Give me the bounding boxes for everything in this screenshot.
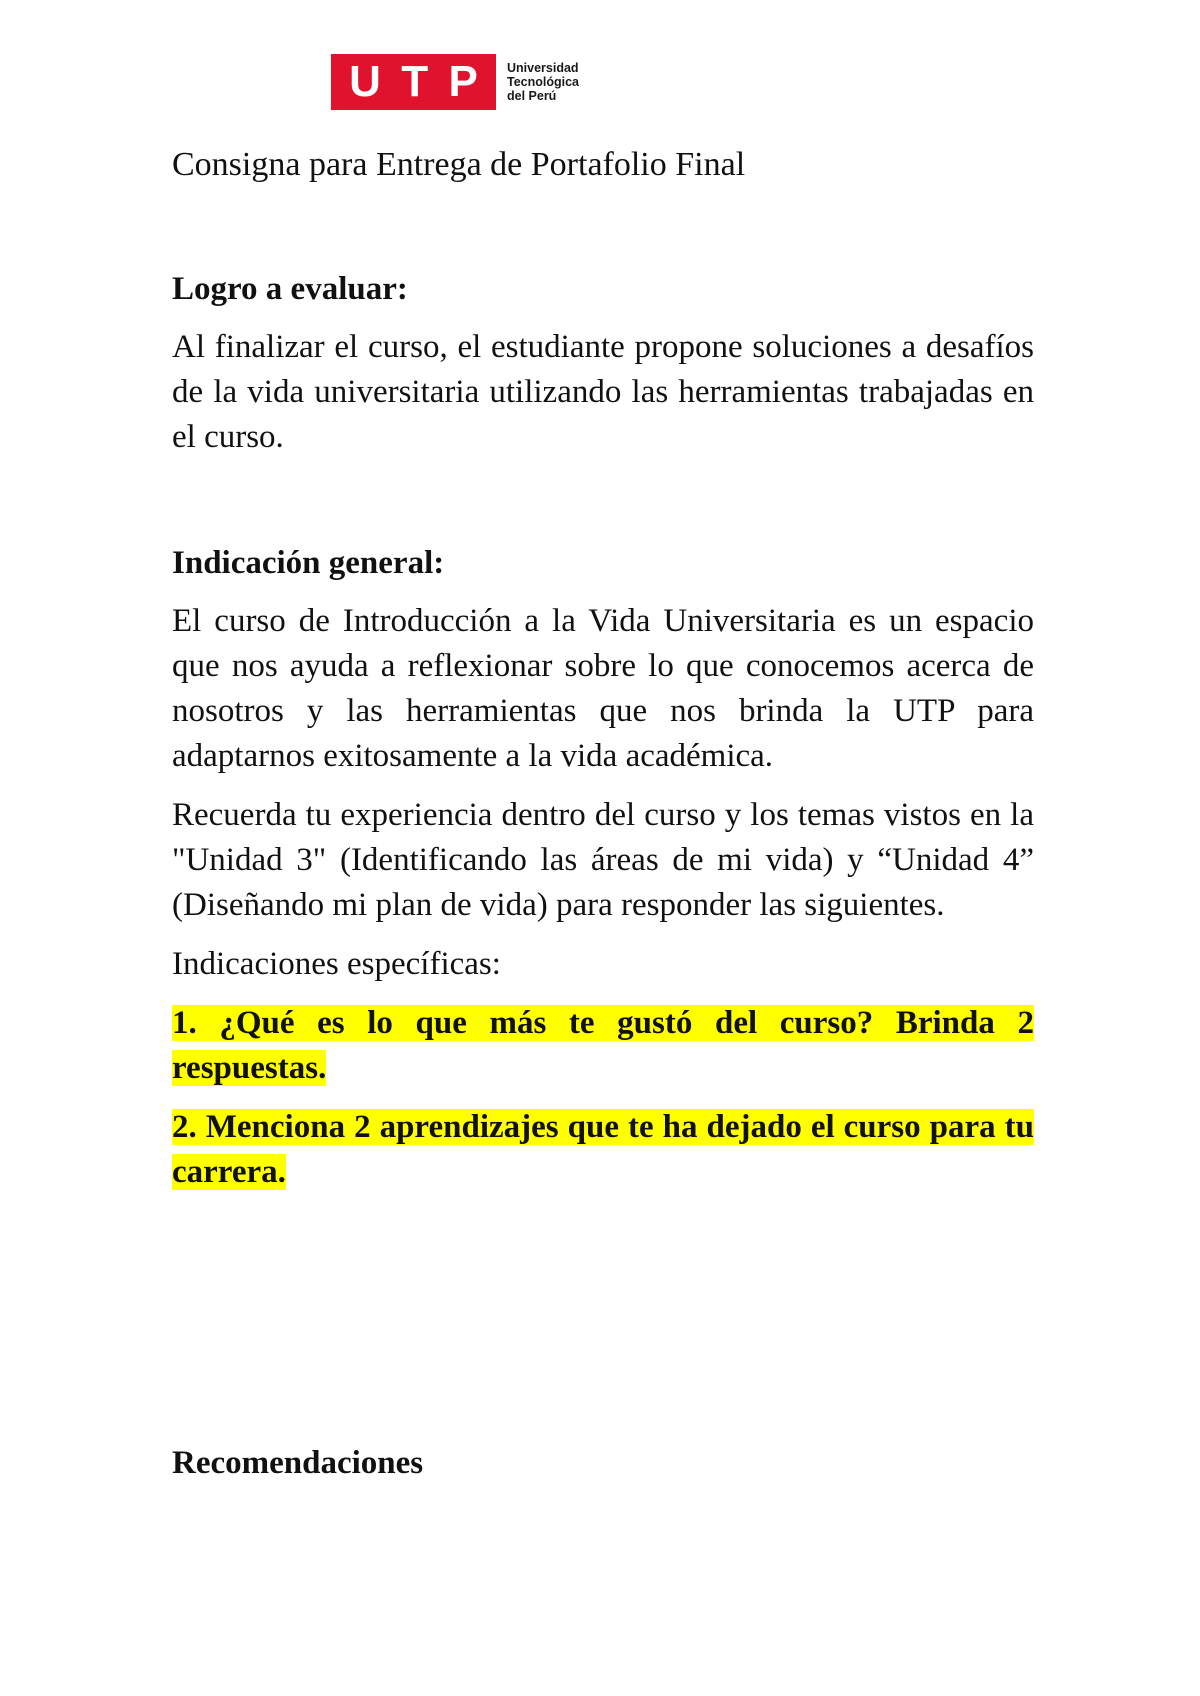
logo-letter-u: U: [349, 57, 381, 106]
logo-line-3: del Perú: [507, 89, 557, 103]
question-1: [172, 1001, 1034, 1091]
logro-heading: Logro a evaluar:: [172, 271, 408, 307]
question-1-text: 1. ¿Qué es lo que más te gustó del curso? Brinda 2 respuestas.: [172, 1005, 1034, 1086]
logro-section: [172, 267, 1034, 460]
logo-line-1: Universidad: [507, 61, 579, 75]
question-2: [172, 1105, 1034, 1195]
document-title: Consigna para Entrega de Portafolio Final: [172, 146, 746, 183]
logo-mark: [331, 54, 496, 110]
specific-instructions-label: Indicaciones específicas:: [172, 946, 501, 982]
logro-text: Al finalizar el curso, el estudiante propone soluciones a desafíos de la vida universitaria utilizando las herramientas trabajadas en el curso.: [172, 329, 1034, 455]
recomendaciones-section: [172, 1441, 1034, 1485]
utp-logo: [331, 54, 579, 110]
indicacion-section: [172, 541, 1034, 1195]
logo-line-2: Tecnológica: [507, 75, 580, 89]
recomendaciones-heading: Recomendaciones: [172, 1445, 424, 1481]
logo-letter-t: T: [401, 57, 429, 106]
logo-wordmark: [507, 61, 579, 103]
question-2-text: 2. Menciona 2 aprendizajes que te ha dejado el curso para tu carrera.: [172, 1109, 1034, 1190]
logo-letter-p: P: [448, 57, 478, 106]
indicacion-paragraph-2: Recuerda tu experiencia dentro del curso y los temas vistos en la "Unidad 3" (Identificando las áreas de mi vida) y “Unidad 4” (Diseñando mi plan de vida) para responder las siguientes.: [172, 797, 1034, 923]
indicacion-heading: Indicación general:: [172, 545, 445, 581]
indicacion-paragraph-1: El curso de Introducción a la Vida Universitaria es un espacio que nos ayuda a reflexionar sobre lo que conocemos acerca de nosotros y las herramientas que nos brinda la UTP para adaptarnos exitosamente a la vida académica.: [172, 603, 1034, 774]
